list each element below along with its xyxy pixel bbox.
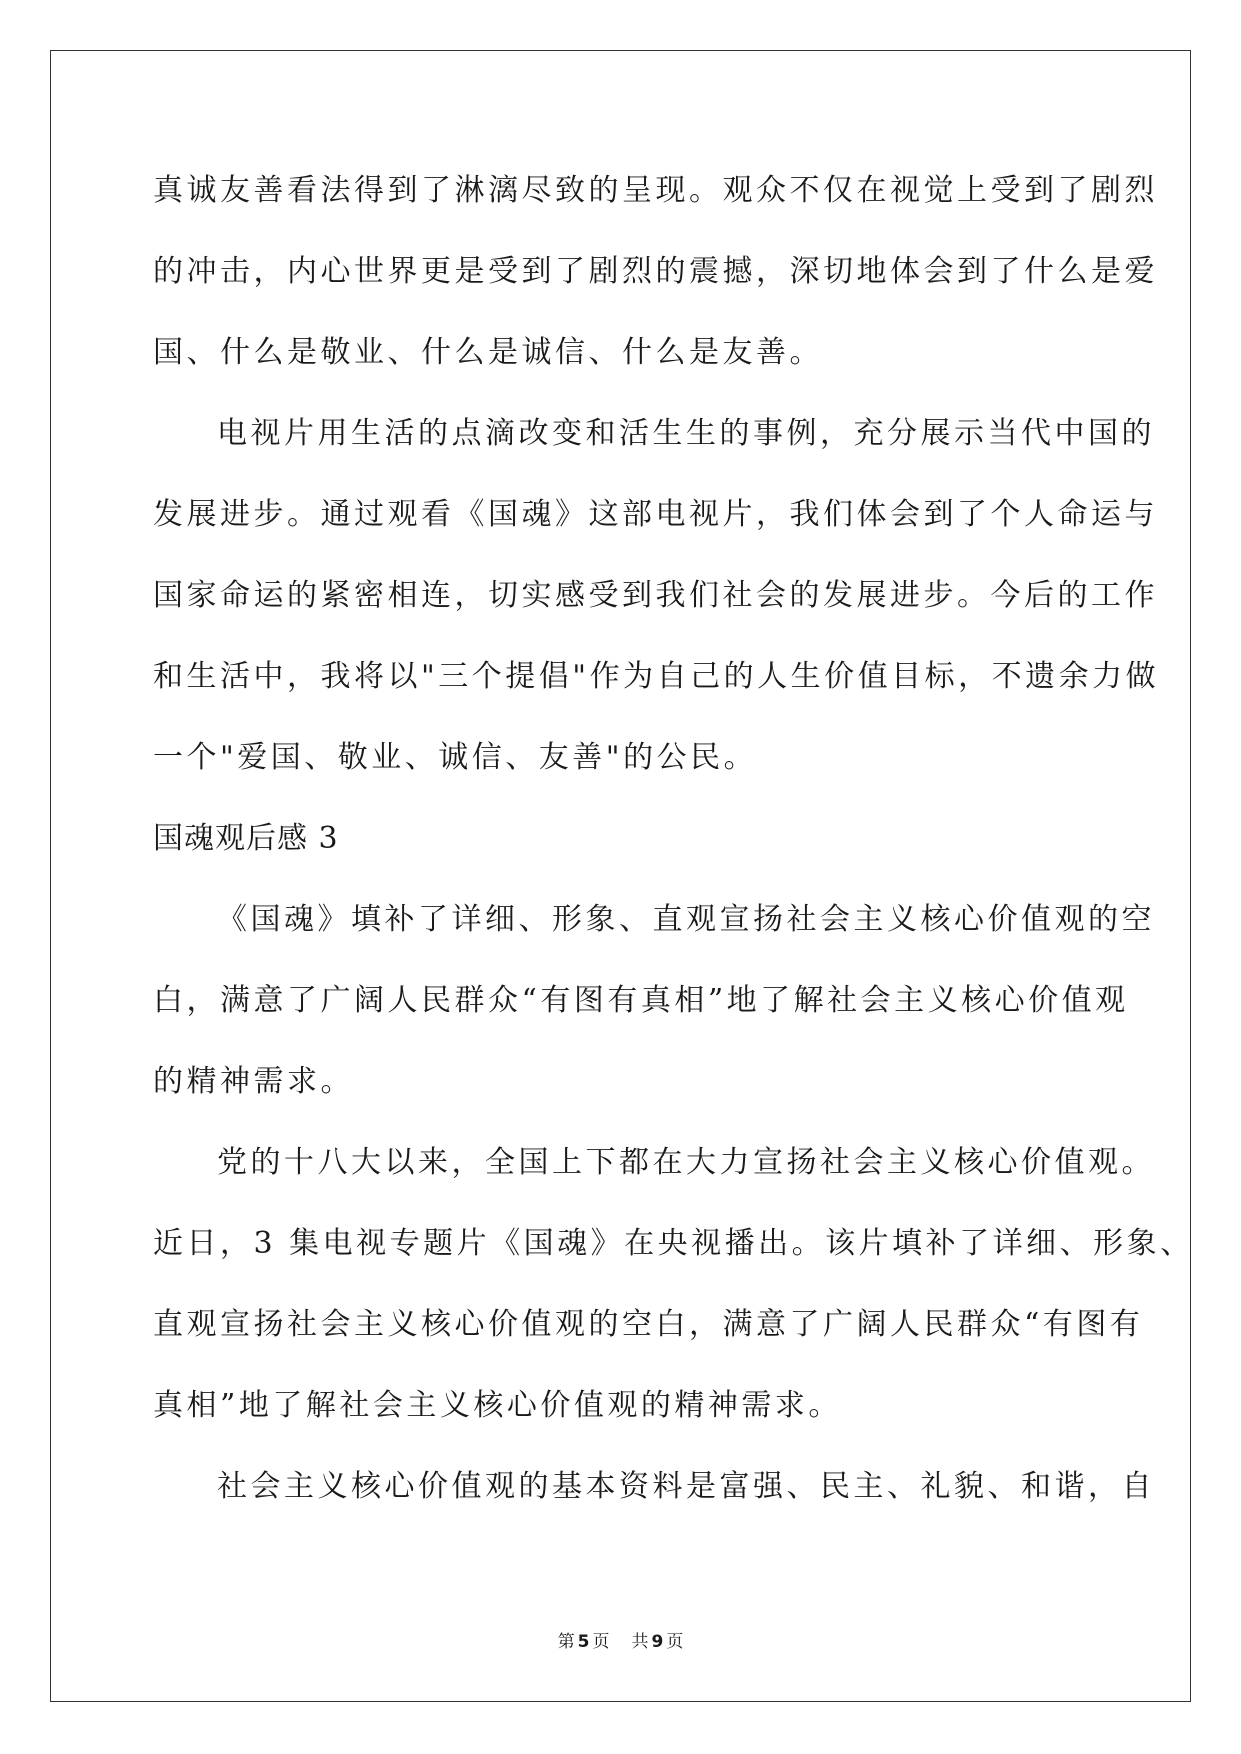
text-line: 国、什么是敬业、什么是诚信、什么是友善。 xyxy=(153,335,823,370)
document-body xyxy=(153,160,1194,1537)
text-line: 电视片用生活的点滴改变和活生生的事例，充分展示当代中国的 xyxy=(217,416,1155,451)
text-line: 和生活中，我将以"三个提倡"作为自己的人生价值目标，不遗余力做 xyxy=(153,659,1160,694)
total-pages-number: 9 xyxy=(651,1632,664,1652)
text-line: 直观宣扬社会主义核心价值观的空白，满意了广阔人民群众“有图有 xyxy=(153,1307,1144,1342)
text-line: 白，满意了广阔人民群众“有图有真相”地了解社会主义核心价值观 xyxy=(153,983,1129,1018)
page-footer xyxy=(0,1632,1241,1652)
text-line: 的精神需求。 xyxy=(153,1064,354,1099)
text-line: 社会主义核心价值观的基本资料是富强、民主、礼貌、和谐，自 xyxy=(217,1469,1155,1504)
text-line: 《国魂》填补了详细、形象、直观宣扬社会主义核心价值观的空 xyxy=(217,902,1155,937)
text-line: 真诚友善看法得到了淋漓尽致的呈现。观众不仅在视觉上受到了剧烈 xyxy=(153,173,1158,208)
text-line: 近日，3 集电视专题片《国魂》在央视播出。该片填补了详细、形象、 xyxy=(153,1226,1194,1261)
footer-total-prefix: 共 xyxy=(631,1632,649,1652)
section-heading: 国魂观后感 3 xyxy=(153,821,339,856)
footer-total-suffix: 页 xyxy=(666,1632,684,1652)
text-line: 国家命运的紧密相连，切实感受到我们社会的发展进步。今后的工作 xyxy=(153,578,1158,613)
text-line: 真相”地了解社会主义核心价值观的精神需求。 xyxy=(153,1388,842,1423)
footer-page-suffix: 页 xyxy=(592,1632,610,1652)
text-line: 一个"爱国、敬业、诚信、友善"的公民。 xyxy=(153,740,758,775)
footer-prefix: 第 xyxy=(557,1632,575,1652)
text-line: 党的十八大以来，全国上下都在大力宣扬社会主义核心价值观。 xyxy=(217,1145,1155,1180)
current-page-number: 5 xyxy=(577,1632,590,1652)
text-line: 发展进步。通过观看《国魂》这部电视片，我们体会到了个人命运与 xyxy=(153,497,1158,532)
text-line: 的冲击，内心世界更是受到了剧烈的震撼，深切地体会到了什么是爱 xyxy=(153,254,1158,289)
